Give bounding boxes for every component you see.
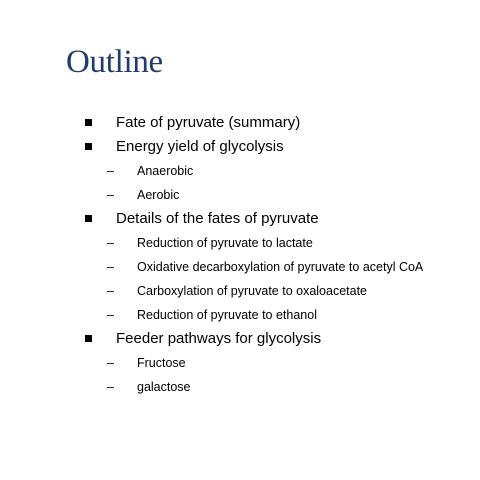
outline-item-label: Details of the fates of pyruvate [116, 210, 319, 227]
outline-item [0, 207, 480, 231]
square-bullet-icon [85, 335, 92, 342]
outline-subitem [0, 375, 480, 399]
outline-subitem-label: Reduction of pyruvate to lactate [137, 236, 313, 250]
outline-list [0, 111, 480, 399]
dash-bullet-icon: – [107, 188, 114, 202]
outline-item-label: Energy yield of glycolysis [116, 138, 284, 155]
square-bullet-icon [85, 215, 92, 222]
dash-bullet-icon: – [107, 308, 114, 322]
outline-item-label: Feeder pathways for glycolysis [116, 330, 322, 347]
outline-subitem [0, 279, 480, 303]
outline-item-label: Fate of pyruvate (summary) [116, 114, 301, 131]
outline-subitem [0, 351, 480, 375]
dash-bullet-icon: – [107, 260, 114, 274]
outline-subitem [0, 303, 480, 327]
dash-bullet-icon: – [107, 236, 114, 250]
outline-subitem-label: Anaerobic [137, 164, 194, 178]
square-bullet-icon [85, 143, 92, 150]
outline-subitem-label: Oxidative decarboxylation of pyruvate to acetyl CoA [137, 260, 424, 274]
outline-subitem [0, 231, 480, 255]
dash-bullet-icon: – [107, 380, 114, 394]
outline-subitem [0, 159, 480, 183]
outline-subitem [0, 255, 480, 279]
outline-item [0, 327, 480, 351]
outline-subitem-label: Reduction of pyruvate to ethanol [137, 308, 317, 322]
slide-title: Outline [66, 44, 163, 80]
square-bullet-icon [85, 119, 92, 126]
dash-bullet-icon: – [107, 284, 114, 298]
dash-bullet-icon: – [107, 164, 114, 178]
outline-subitem-label: Fructose [137, 356, 186, 370]
outline-subitem-label: galactose [137, 380, 191, 394]
outline-item [0, 111, 480, 135]
outline-item [0, 135, 480, 159]
dash-bullet-icon: – [107, 356, 114, 370]
outline-subitem-label: Carboxylation of pyruvate to oxaloacetate [137, 284, 367, 298]
outline-subitem-label: Aerobic [137, 188, 180, 202]
outline-subitem [0, 183, 480, 207]
